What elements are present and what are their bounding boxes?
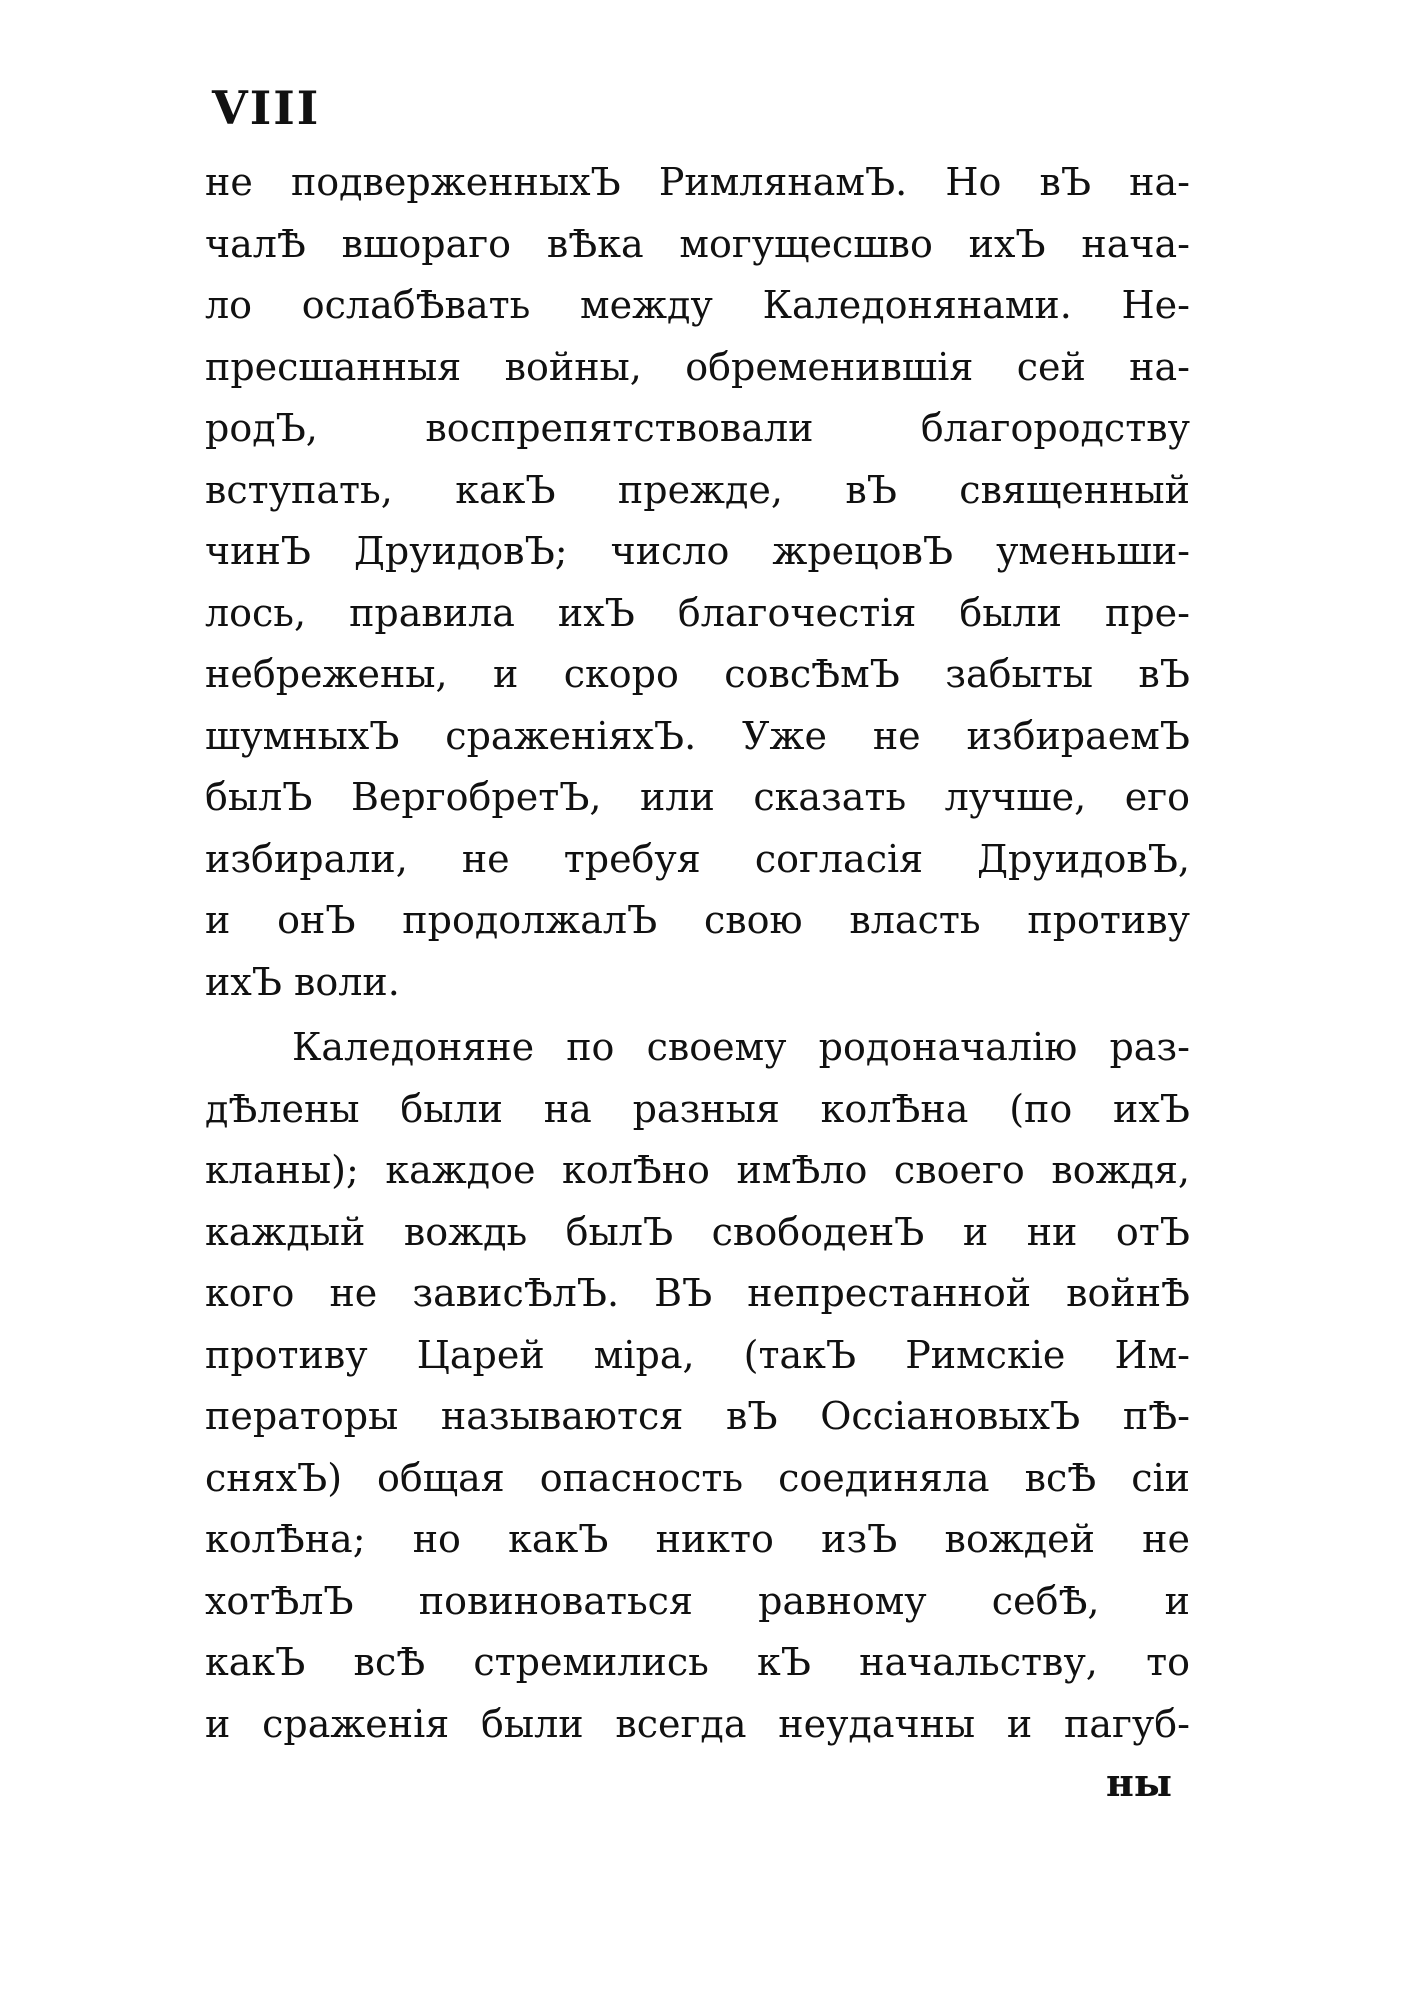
text-line: избирали, не требуя согласія ДруидовЪ, bbox=[205, 836, 1190, 881]
text-line: противу Царей міра, (такЪ Римскіе Им- bbox=[205, 1332, 1190, 1377]
paragraph-1 bbox=[205, 152, 1190, 1013]
page-number: VIII bbox=[212, 81, 321, 135]
text-line: шумныхЪ сраженіяхЪ. Уже не избираемЪ bbox=[205, 713, 1190, 758]
text-line: родЪ, воспрепятствовали благородству bbox=[205, 406, 1190, 450]
text-line: хотѢлЪ повиноваться равному себѢ, и bbox=[205, 1578, 1190, 1623]
text-line: сняхЪ) общая опасность соединяла всѢ сіи bbox=[205, 1455, 1190, 1500]
text-line: дѢлены были на разныя колѢна (по ихЪ bbox=[205, 1086, 1190, 1131]
text-line: каждый вождь былЪ свободенЪ и ни отЪ bbox=[205, 1209, 1190, 1254]
text-line: ло ослабѢвать между Каледонянами. Не- bbox=[205, 283, 1190, 327]
text-line: лось, правила ихЪ благочестія были пре- bbox=[205, 590, 1190, 635]
text-line: ихЪ воли. bbox=[205, 959, 400, 1004]
body-text bbox=[205, 152, 1190, 1755]
text-line: какЪ всѢ стремились кЪ начальству, то bbox=[205, 1640, 1190, 1684]
text-line: кланы); каждое колѢно имѢло своего вождя, bbox=[205, 1148, 1190, 1192]
text-line: не подверженныхЪ РимлянамЪ. Но вЪ на- bbox=[205, 160, 1190, 204]
text-line: былЪ ВергобретЪ, или сказать лучше, его bbox=[205, 775, 1190, 819]
text-line: вступать, какЪ прежде, вЪ священный bbox=[205, 467, 1190, 512]
text-line: и сраженія были всегда неудачны и пагуб- bbox=[205, 1701, 1190, 1746]
text-line: Каледоняне по своему родоначалію раз- bbox=[292, 1025, 1190, 1069]
catchword: ны bbox=[1106, 1760, 1172, 1805]
text-line: ператоры называются вЪ ОссіановыхЪ пѢ- bbox=[205, 1394, 1190, 1438]
text-line: и онЪ продолжалЪ свою власть противу bbox=[205, 898, 1190, 942]
text-line: кого не зависѢлЪ. ВЪ непрестанной войнѢ bbox=[205, 1271, 1190, 1315]
text-line: небрежены, и скоро совсѢмЪ забыты вЪ bbox=[205, 652, 1190, 696]
paragraph-2 bbox=[205, 1017, 1190, 1755]
text-line: чалѢ вшораго вѢка могущесшво ихЪ нача- bbox=[205, 221, 1190, 266]
text-line: колѢна; но какЪ никто изЪ вождей не bbox=[205, 1517, 1190, 1561]
text-line: чинЪ ДруидовЪ; число жрецовЪ уменьши- bbox=[205, 529, 1190, 573]
text-line: пресшанныя войны, обременившія сей на- bbox=[205, 344, 1190, 389]
